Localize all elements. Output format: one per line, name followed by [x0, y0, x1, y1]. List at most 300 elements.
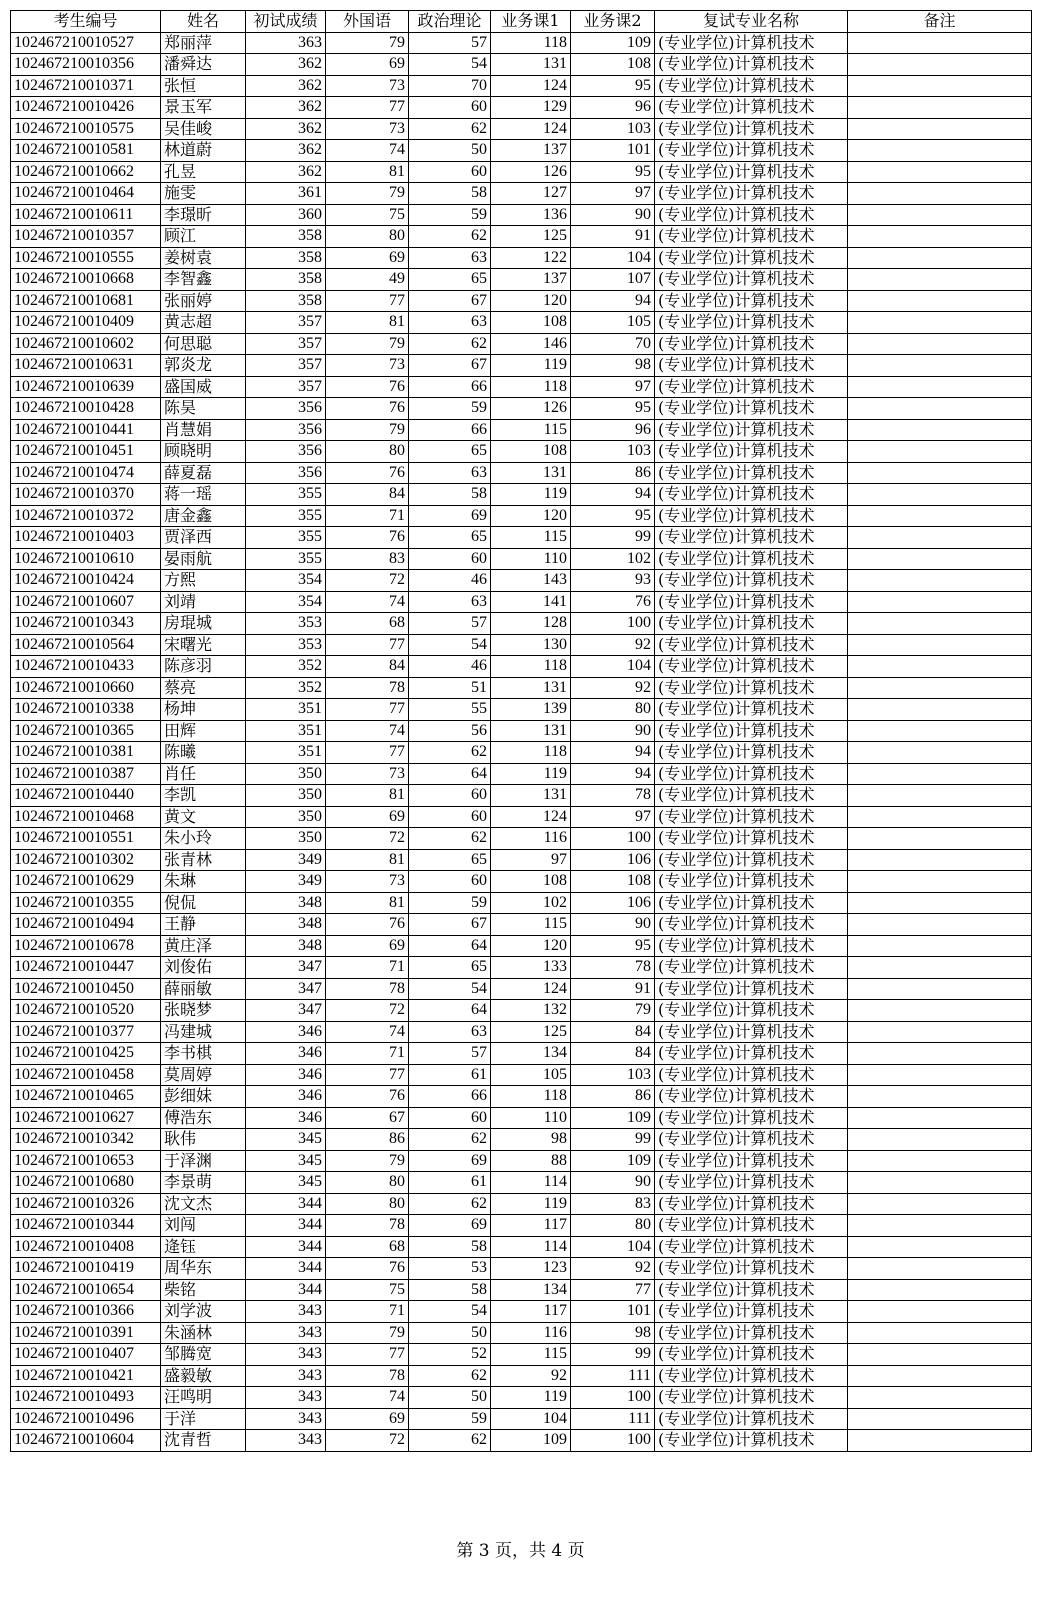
cell-major: (专业学位)计算机技术 — [655, 462, 848, 484]
cell-politics: 54 — [409, 1301, 491, 1323]
cell-name: 李景萌 — [161, 1172, 246, 1194]
table-row — [11, 32, 1032, 54]
cell-candidate-id: 102467210010564 — [11, 634, 161, 656]
cell-politics: 60 — [409, 871, 491, 893]
cell-subject-2: 95 — [571, 505, 655, 527]
cell-major: (专业学位)计算机技术 — [655, 441, 848, 463]
cell-major: (专业学位)计算机技术 — [655, 806, 848, 828]
cell-subject-2: 93 — [571, 570, 655, 592]
cell-initial-score: 350 — [246, 806, 326, 828]
cell-foreign-language: 80 — [326, 226, 409, 248]
cell-name: 何思聪 — [161, 333, 246, 355]
cell-remarks — [848, 548, 1032, 570]
cell-foreign-language: 80 — [326, 1193, 409, 1215]
cell-subject-1: 126 — [491, 398, 571, 420]
cell-subject-2: 97 — [571, 806, 655, 828]
cell-initial-score: 355 — [246, 527, 326, 549]
cell-foreign-language: 79 — [326, 333, 409, 355]
cell-subject-1: 116 — [491, 828, 571, 850]
cell-remarks — [848, 1365, 1032, 1387]
cell-candidate-id: 102467210010474 — [11, 462, 161, 484]
cell-subject-2: 109 — [571, 1150, 655, 1172]
cell-initial-score: 343 — [246, 1322, 326, 1344]
page-footer: 第 3 页，共 4 页 — [456, 1541, 585, 1561]
cell-initial-score: 362 — [246, 161, 326, 183]
table-row — [11, 505, 1032, 527]
cell-subject-1: 110 — [491, 1107, 571, 1129]
cell-name: 张青林 — [161, 849, 246, 871]
table-row — [11, 677, 1032, 699]
cell-politics: 46 — [409, 656, 491, 678]
cell-name: 张恒 — [161, 75, 246, 97]
cell-subject-2: 106 — [571, 849, 655, 871]
cell-politics: 59 — [409, 1408, 491, 1430]
cell-name: 薛丽敏 — [161, 978, 246, 1000]
cell-name: 于泽渊 — [161, 1150, 246, 1172]
cell-candidate-id: 102467210010377 — [11, 1021, 161, 1043]
cell-name: 朱琳 — [161, 871, 246, 893]
cell-politics: 63 — [409, 591, 491, 613]
cell-subject-2: 107 — [571, 269, 655, 291]
cell-candidate-id: 102467210010366 — [11, 1301, 161, 1323]
cell-politics: 60 — [409, 97, 491, 119]
cell-major: (专业学位)计算机技术 — [655, 1301, 848, 1323]
header-remarks: 备注 — [848, 11, 1032, 33]
cell-candidate-id: 102467210010403 — [11, 527, 161, 549]
cell-politics: 58 — [409, 183, 491, 205]
cell-subject-1: 124 — [491, 806, 571, 828]
cell-name: 周华东 — [161, 1258, 246, 1280]
cell-candidate-id: 102467210010356 — [11, 54, 161, 76]
cell-subject-2: 105 — [571, 312, 655, 334]
cell-name: 邹腾宽 — [161, 1344, 246, 1366]
cell-major: (专业学位)计算机技术 — [655, 1365, 848, 1387]
cell-candidate-id: 102467210010426 — [11, 97, 161, 119]
cell-subject-1: 131 — [491, 720, 571, 742]
cell-name: 田辉 — [161, 720, 246, 742]
table-row — [11, 398, 1032, 420]
table-row — [11, 914, 1032, 936]
cell-remarks — [848, 1322, 1032, 1344]
cell-major: (专业学位)计算机技术 — [655, 1322, 848, 1344]
cell-name: 郭炎龙 — [161, 355, 246, 377]
cell-name: 蒋一瑶 — [161, 484, 246, 506]
cell-candidate-id: 102467210010604 — [11, 1430, 161, 1452]
cell-remarks — [848, 1236, 1032, 1258]
cell-initial-score: 347 — [246, 978, 326, 1000]
cell-foreign-language: 74 — [326, 591, 409, 613]
table-row — [11, 1000, 1032, 1022]
table-row — [11, 548, 1032, 570]
cell-subject-2: 101 — [571, 140, 655, 162]
cell-subject-1: 117 — [491, 1215, 571, 1237]
cell-foreign-language: 71 — [326, 505, 409, 527]
cell-subject-2: 80 — [571, 1215, 655, 1237]
cell-name: 黄志超 — [161, 312, 246, 334]
cell-name: 陈彦羽 — [161, 656, 246, 678]
cell-major: (专业学位)计算机技术 — [655, 1344, 848, 1366]
table-row — [11, 957, 1032, 979]
table-row — [11, 1172, 1032, 1194]
cell-subject-1: 131 — [491, 462, 571, 484]
cell-politics: 54 — [409, 54, 491, 76]
cell-major: (专业学位)计算机技术 — [655, 484, 848, 506]
table-row — [11, 699, 1032, 721]
cell-subject-1: 108 — [491, 312, 571, 334]
cell-remarks — [848, 785, 1032, 807]
cell-politics: 46 — [409, 570, 491, 592]
cell-remarks — [848, 484, 1032, 506]
cell-subject-2: 100 — [571, 1387, 655, 1409]
cell-subject-1: 115 — [491, 527, 571, 549]
cell-major: (专业学位)计算机技术 — [655, 290, 848, 312]
cell-politics: 64 — [409, 763, 491, 785]
cell-foreign-language: 77 — [326, 699, 409, 721]
cell-subject-2: 92 — [571, 1258, 655, 1280]
table-row — [11, 613, 1032, 635]
cell-politics: 64 — [409, 1000, 491, 1022]
cell-major: (专业学位)计算机技术 — [655, 978, 848, 1000]
cell-remarks — [848, 462, 1032, 484]
table-row — [11, 97, 1032, 119]
cell-candidate-id: 102467210010357 — [11, 226, 161, 248]
cell-politics: 65 — [409, 441, 491, 463]
cell-candidate-id: 102467210010575 — [11, 118, 161, 140]
cell-politics: 67 — [409, 290, 491, 312]
cell-name: 汪鸣明 — [161, 1387, 246, 1409]
cell-initial-score: 358 — [246, 247, 326, 269]
cell-name: 张丽婷 — [161, 290, 246, 312]
cell-subject-1: 117 — [491, 1301, 571, 1323]
cell-subject-1: 137 — [491, 269, 571, 291]
cell-foreign-language: 76 — [326, 914, 409, 936]
cell-politics: 60 — [409, 161, 491, 183]
cell-major: (专业学位)计算机技术 — [655, 591, 848, 613]
cell-major: (专业学位)计算机技术 — [655, 570, 848, 592]
cell-subject-1: 125 — [491, 1021, 571, 1043]
cell-name: 潘舜达 — [161, 54, 246, 76]
cell-initial-score: 346 — [246, 1021, 326, 1043]
cell-subject-2: 96 — [571, 419, 655, 441]
cell-name: 冯建城 — [161, 1021, 246, 1043]
cell-politics: 62 — [409, 226, 491, 248]
cell-candidate-id: 102467210010419 — [11, 1258, 161, 1280]
cell-initial-score: 344 — [246, 1279, 326, 1301]
cell-subject-1: 105 — [491, 1064, 571, 1086]
cell-candidate-id: 102467210010365 — [11, 720, 161, 742]
cell-subject-1: 141 — [491, 591, 571, 613]
cell-subject-2: 98 — [571, 355, 655, 377]
cell-subject-2: 111 — [571, 1408, 655, 1430]
cell-subject-2: 106 — [571, 892, 655, 914]
cell-remarks — [848, 333, 1032, 355]
cell-subject-1: 118 — [491, 32, 571, 54]
header-major: 复试专业名称 — [655, 11, 848, 33]
cell-politics: 54 — [409, 978, 491, 1000]
cell-subject-1: 108 — [491, 441, 571, 463]
cell-major: (专业学位)计算机技术 — [655, 1172, 848, 1194]
table-row — [11, 1236, 1032, 1258]
cell-foreign-language: 73 — [326, 118, 409, 140]
cell-subject-2: 95 — [571, 398, 655, 420]
cell-remarks — [848, 1344, 1032, 1366]
cell-candidate-id: 102467210010343 — [11, 613, 161, 635]
cell-name: 柴铭 — [161, 1279, 246, 1301]
cell-initial-score: 360 — [246, 204, 326, 226]
cell-subject-2: 91 — [571, 226, 655, 248]
cell-remarks — [848, 398, 1032, 420]
cell-major: (专业学位)计算机技术 — [655, 140, 848, 162]
header-foreign-language: 外国语 — [326, 11, 409, 33]
cell-initial-score: 357 — [246, 333, 326, 355]
table-row — [11, 290, 1032, 312]
cell-candidate-id: 102467210010433 — [11, 656, 161, 678]
cell-subject-2: 97 — [571, 376, 655, 398]
cell-politics: 62 — [409, 742, 491, 764]
cell-politics: 62 — [409, 1430, 491, 1452]
cell-remarks — [848, 269, 1032, 291]
cell-initial-score: 355 — [246, 484, 326, 506]
table-row — [11, 161, 1032, 183]
cell-foreign-language: 69 — [326, 806, 409, 828]
cell-candidate-id: 102467210010450 — [11, 978, 161, 1000]
cell-initial-score: 356 — [246, 398, 326, 420]
table-row — [11, 226, 1032, 248]
cell-initial-score: 345 — [246, 1172, 326, 1194]
cell-subject-2: 91 — [571, 978, 655, 1000]
table-row — [11, 1021, 1032, 1043]
table-row — [11, 1193, 1032, 1215]
cell-name: 王静 — [161, 914, 246, 936]
table-row — [11, 1279, 1032, 1301]
cell-politics: 69 — [409, 1150, 491, 1172]
table-row — [11, 269, 1032, 291]
cell-candidate-id: 102467210010387 — [11, 763, 161, 785]
cell-remarks — [848, 591, 1032, 613]
cell-subject-1: 119 — [491, 1387, 571, 1409]
cell-remarks — [848, 1064, 1032, 1086]
cell-subject-2: 109 — [571, 32, 655, 54]
cell-initial-score: 350 — [246, 828, 326, 850]
cell-politics: 70 — [409, 75, 491, 97]
cell-subject-1: 115 — [491, 1344, 571, 1366]
table-row — [11, 849, 1032, 871]
cell-candidate-id: 102467210010326 — [11, 1193, 161, 1215]
cell-foreign-language: 72 — [326, 1430, 409, 1452]
cell-initial-score: 346 — [246, 1086, 326, 1108]
cell-subject-1: 137 — [491, 140, 571, 162]
cell-initial-score: 362 — [246, 140, 326, 162]
cell-remarks — [848, 570, 1032, 592]
cell-subject-1: 120 — [491, 935, 571, 957]
cell-subject-1: 128 — [491, 613, 571, 635]
cell-major: (专业学位)计算机技术 — [655, 75, 848, 97]
cell-subject-2: 100 — [571, 828, 655, 850]
cell-initial-score: 348 — [246, 914, 326, 936]
cell-subject-2: 98 — [571, 1322, 655, 1344]
cell-major: (专业学位)计算机技术 — [655, 785, 848, 807]
cell-politics: 54 — [409, 634, 491, 656]
cell-subject-1: 136 — [491, 204, 571, 226]
cell-initial-score: 351 — [246, 720, 326, 742]
cell-subject-1: 114 — [491, 1172, 571, 1194]
table-row — [11, 1430, 1032, 1452]
cell-major: (专业学位)计算机技术 — [655, 32, 848, 54]
cell-remarks — [848, 226, 1032, 248]
cell-subject-1: 124 — [491, 978, 571, 1000]
cell-candidate-id: 102467210010527 — [11, 32, 161, 54]
cell-politics: 63 — [409, 1021, 491, 1043]
table-row — [11, 892, 1032, 914]
cell-candidate-id: 102467210010551 — [11, 828, 161, 850]
cell-name: 宋曙光 — [161, 634, 246, 656]
cell-candidate-id: 102467210010370 — [11, 484, 161, 506]
cell-remarks — [848, 914, 1032, 936]
cell-initial-score: 363 — [246, 32, 326, 54]
cell-initial-score: 344 — [246, 1236, 326, 1258]
cell-subject-2: 78 — [571, 957, 655, 979]
cell-name: 晏雨航 — [161, 548, 246, 570]
cell-subject-1: 118 — [491, 656, 571, 678]
cell-foreign-language: 49 — [326, 269, 409, 291]
cell-initial-score: 349 — [246, 849, 326, 871]
cell-foreign-language: 79 — [326, 32, 409, 54]
cell-major: (专业学位)计算机技术 — [655, 677, 848, 699]
cell-candidate-id: 102467210010680 — [11, 1172, 161, 1194]
cell-major: (专业学位)计算机技术 — [655, 1430, 848, 1452]
cell-subject-1: 118 — [491, 742, 571, 764]
cell-foreign-language: 83 — [326, 548, 409, 570]
cell-name: 唐金鑫 — [161, 505, 246, 527]
cell-major: (专业学位)计算机技术 — [655, 527, 848, 549]
table-row — [11, 1150, 1032, 1172]
cell-subject-2: 90 — [571, 720, 655, 742]
cell-remarks — [848, 699, 1032, 721]
cell-subject-2: 94 — [571, 484, 655, 506]
cell-candidate-id: 102467210010678 — [11, 935, 161, 957]
cell-major: (专业学位)计算机技术 — [655, 505, 848, 527]
table-body — [11, 32, 1032, 1451]
cell-subject-2: 79 — [571, 1000, 655, 1022]
table-row — [11, 591, 1032, 613]
cell-foreign-language: 78 — [326, 1215, 409, 1237]
cell-remarks — [848, 376, 1032, 398]
cell-subject-1: 131 — [491, 785, 571, 807]
cell-subject-2: 83 — [571, 1193, 655, 1215]
cell-subject-1: 118 — [491, 1086, 571, 1108]
cell-remarks — [848, 1193, 1032, 1215]
cell-politics: 62 — [409, 828, 491, 850]
cell-initial-score: 353 — [246, 634, 326, 656]
table-row — [11, 656, 1032, 678]
cell-subject-2: 90 — [571, 204, 655, 226]
header-subject-1: 业务课1 — [491, 11, 571, 33]
cell-subject-2: 78 — [571, 785, 655, 807]
table-row — [11, 763, 1032, 785]
cell-candidate-id: 102467210010464 — [11, 183, 161, 205]
cell-name: 于洋 — [161, 1408, 246, 1430]
cell-subject-2: 92 — [571, 634, 655, 656]
cell-name: 刘靖 — [161, 591, 246, 613]
score-table — [10, 10, 1032, 1452]
cell-candidate-id: 102467210010441 — [11, 419, 161, 441]
cell-name: 姜树袁 — [161, 247, 246, 269]
cell-initial-score: 354 — [246, 591, 326, 613]
cell-candidate-id: 102467210010520 — [11, 1000, 161, 1022]
table-row — [11, 140, 1032, 162]
cell-initial-score: 362 — [246, 75, 326, 97]
cell-politics: 69 — [409, 505, 491, 527]
cell-name: 刘俊佑 — [161, 957, 246, 979]
cell-name: 莫周婷 — [161, 1064, 246, 1086]
cell-foreign-language: 77 — [326, 97, 409, 119]
cell-politics: 67 — [409, 355, 491, 377]
cell-candidate-id: 102467210010653 — [11, 1150, 161, 1172]
cell-name: 李智鑫 — [161, 269, 246, 291]
table-row — [11, 527, 1032, 549]
cell-subject-2: 102 — [571, 548, 655, 570]
cell-politics: 62 — [409, 333, 491, 355]
cell-subject-1: 146 — [491, 333, 571, 355]
cell-politics: 63 — [409, 312, 491, 334]
cell-foreign-language: 80 — [326, 441, 409, 463]
cell-foreign-language: 76 — [326, 462, 409, 484]
table-row — [11, 935, 1032, 957]
cell-politics: 63 — [409, 462, 491, 484]
cell-major: (专业学位)计算机技术 — [655, 1193, 848, 1215]
table-row — [11, 75, 1032, 97]
cell-major: (专业学位)计算机技术 — [655, 398, 848, 420]
cell-name: 吴佳峻 — [161, 118, 246, 140]
table-row — [11, 312, 1032, 334]
cell-subject-2: 97 — [571, 183, 655, 205]
cell-politics: 62 — [409, 1129, 491, 1151]
cell-foreign-language: 76 — [326, 376, 409, 398]
cell-subject-2: 104 — [571, 656, 655, 678]
cell-politics: 52 — [409, 1344, 491, 1366]
cell-remarks — [848, 742, 1032, 764]
cell-foreign-language: 71 — [326, 1043, 409, 1065]
cell-foreign-language: 79 — [326, 1322, 409, 1344]
cell-candidate-id: 102467210010468 — [11, 806, 161, 828]
cell-initial-score: 358 — [246, 269, 326, 291]
cell-foreign-language: 79 — [326, 183, 409, 205]
cell-major: (专业学位)计算机技术 — [655, 1064, 848, 1086]
cell-foreign-language: 69 — [326, 935, 409, 957]
cell-name: 顾晓明 — [161, 441, 246, 463]
cell-foreign-language: 77 — [326, 1064, 409, 1086]
cell-initial-score: 344 — [246, 1215, 326, 1237]
table-row — [11, 376, 1032, 398]
cell-remarks — [848, 763, 1032, 785]
cell-foreign-language: 72 — [326, 570, 409, 592]
cell-candidate-id: 102467210010381 — [11, 742, 161, 764]
cell-initial-score: 345 — [246, 1150, 326, 1172]
cell-remarks — [848, 1301, 1032, 1323]
cell-remarks — [848, 247, 1032, 269]
table-row — [11, 1301, 1032, 1323]
cell-foreign-language: 73 — [326, 355, 409, 377]
cell-subject-1: 120 — [491, 505, 571, 527]
cell-subject-2: 95 — [571, 161, 655, 183]
cell-initial-score: 351 — [246, 699, 326, 721]
cell-name: 薛夏磊 — [161, 462, 246, 484]
cell-subject-2: 104 — [571, 247, 655, 269]
cell-subject-2: 70 — [571, 333, 655, 355]
cell-candidate-id: 102467210010629 — [11, 871, 161, 893]
cell-subject-2: 77 — [571, 1279, 655, 1301]
cell-politics: 60 — [409, 785, 491, 807]
